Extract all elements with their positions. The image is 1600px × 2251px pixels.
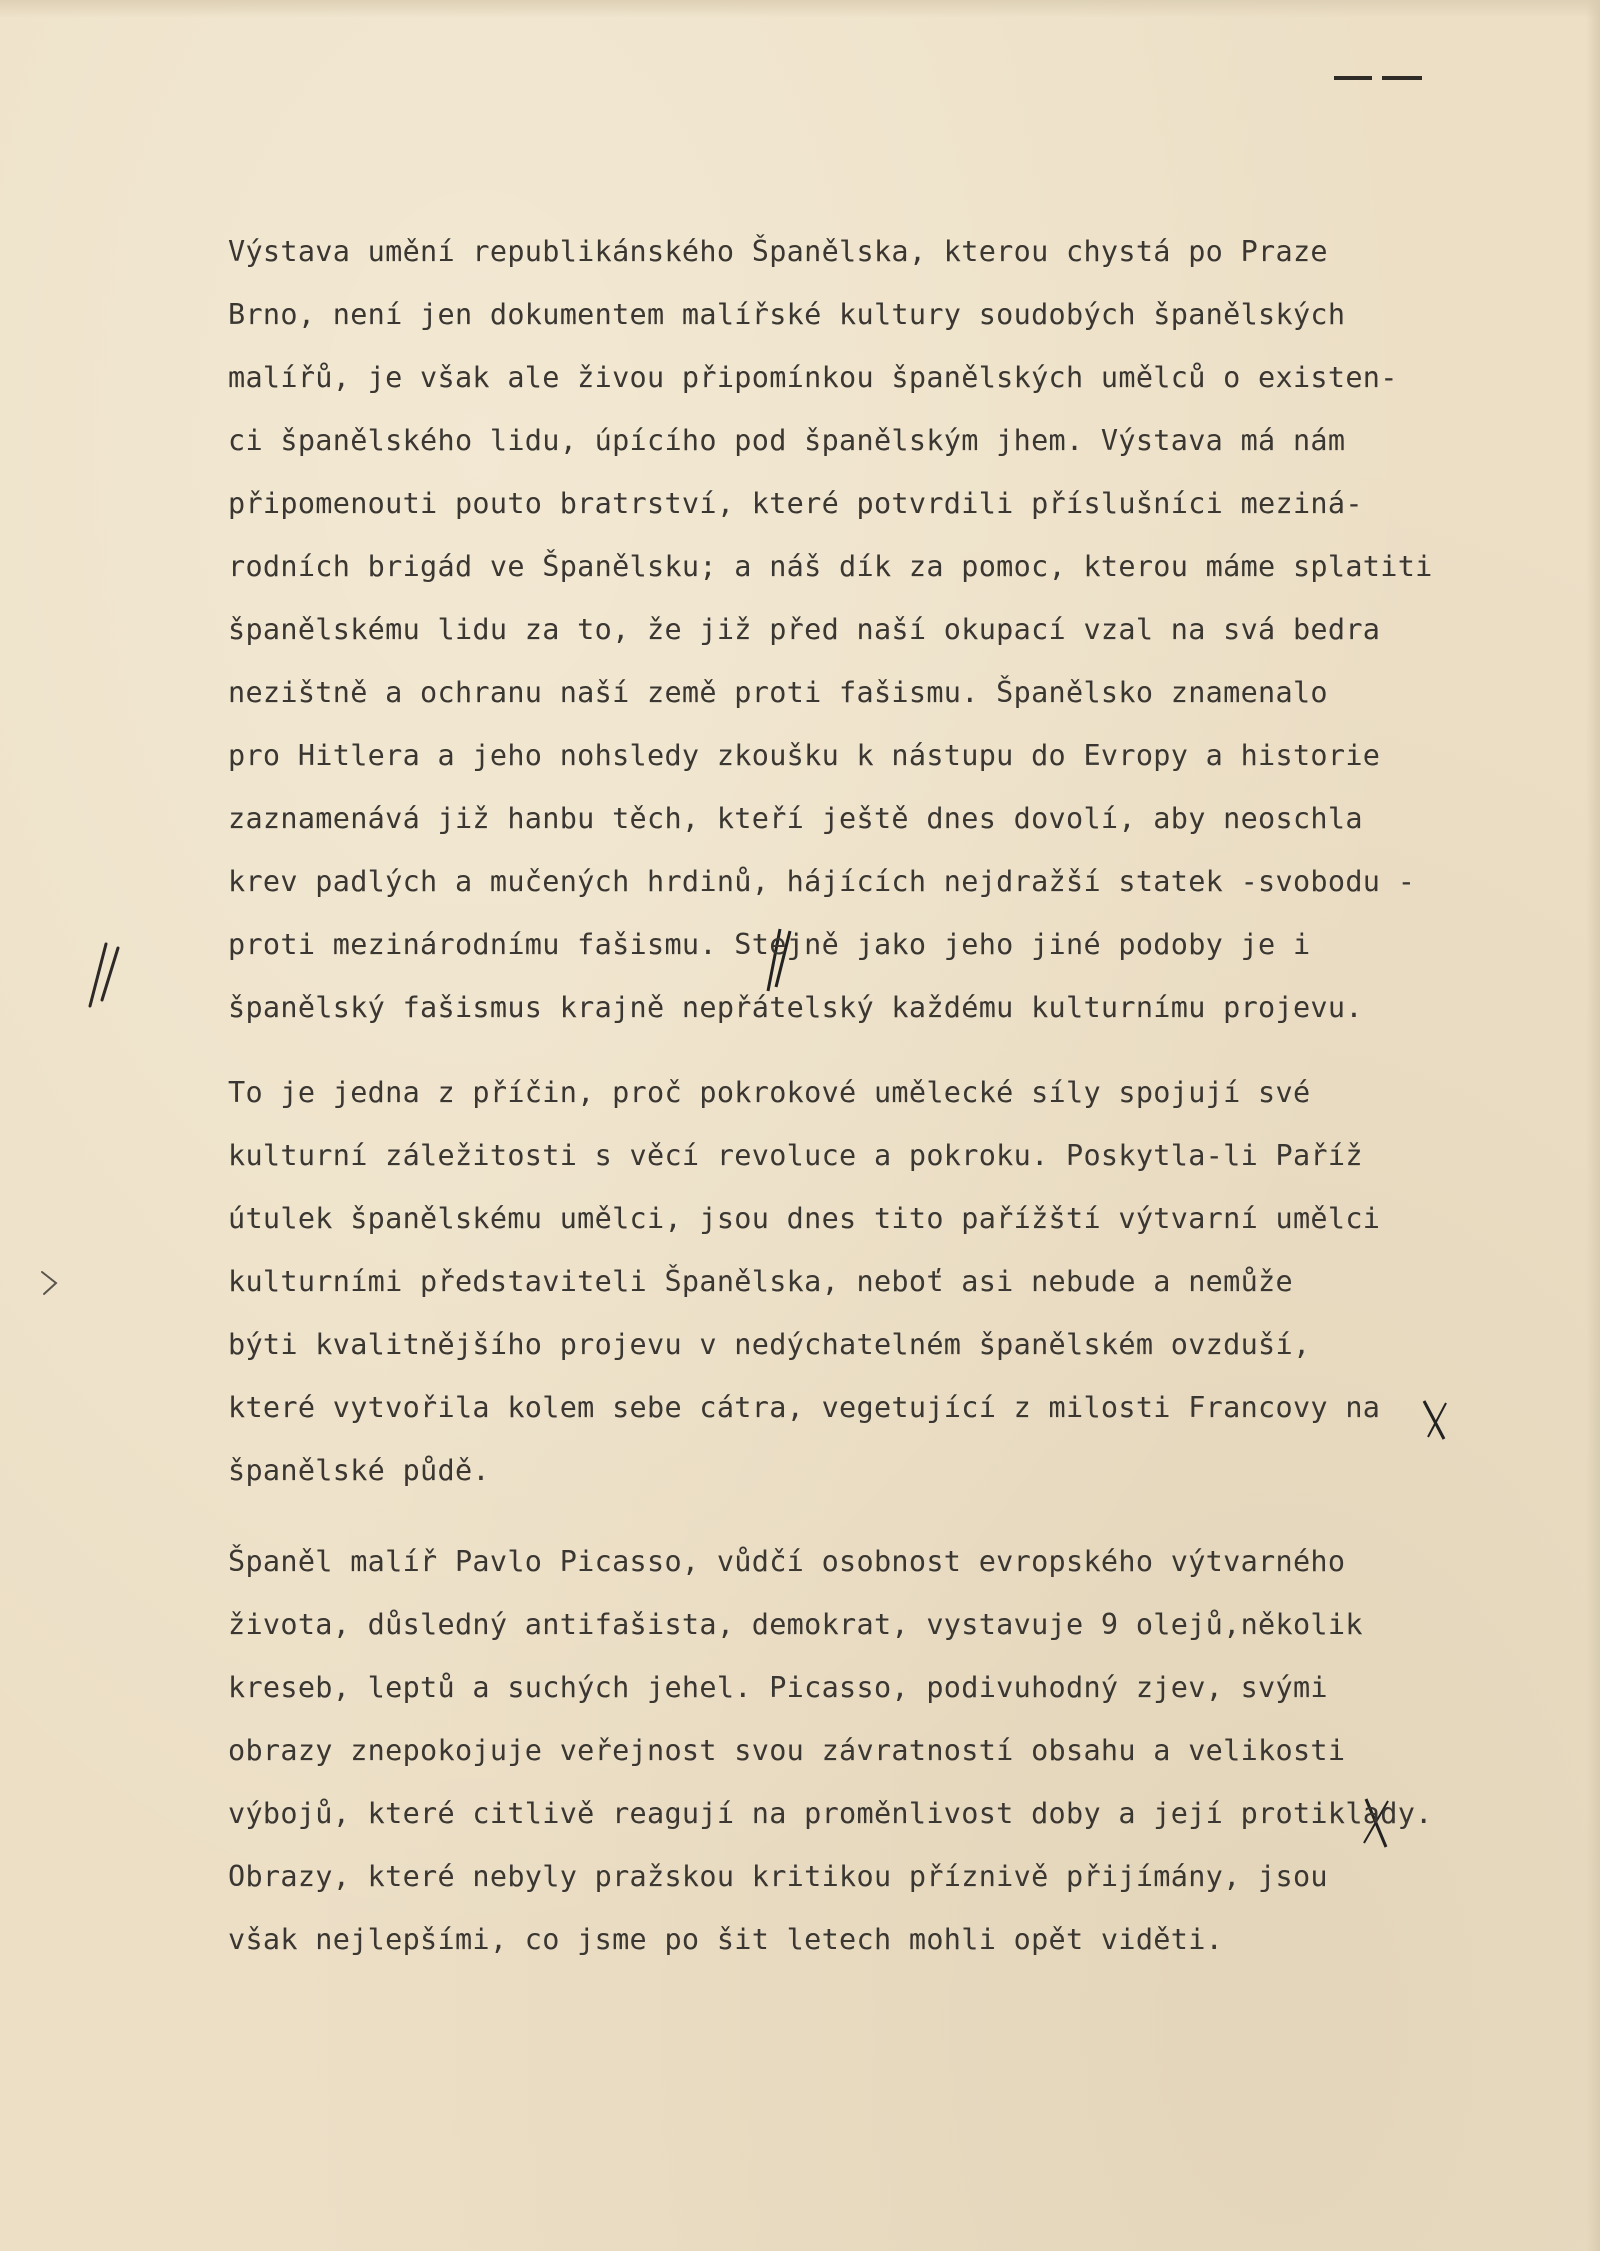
text-line: připomenouti pouto bratrství, které potvrdili příslušníci meziná- [228,487,1363,520]
text-line: které vytvořila kolem sebe cátra, vegetující z milosti Francovy na [228,1391,1381,1424]
text-line: kreseb, leptů a suchých jehel. Picasso, podivuhodný zjev, svými [228,1671,1328,1704]
text-line: však nejlepšími, co jsme po šit letech mohli opět viděti. [228,1923,1224,1956]
page-marker-dashes [1330,62,1434,92]
text-line: Obrazy, které nebyly pražskou kritikou příznivě přijímány, jsou [228,1860,1328,1893]
margin-chevron-mark [38,1268,62,1298]
text-line: nezištně a ochranu naší země proti fašismu. Španělsko znamenalo [228,676,1328,709]
text-line: ci španělského lidu, úpícího pod španělským jhem. Výstava má nám [228,424,1346,457]
text-line: kulturními představiteli Španělska, neboť asi nebude a nemůže [228,1265,1293,1298]
text-line: zaznamenává již hanbu těch, kteří ještě dnes dovolí, aby neoschla [228,802,1363,835]
margin-slash-mark [84,940,124,1010]
text-line: útulek španělskému umělci, jsou dnes tito pařížští výtvarní umělci [228,1202,1381,1235]
text-line: španělské půdě. [228,1454,490,1487]
text-line: života, důsledný antifašista, demokrat, vystavuje 9 olejů,několik [228,1608,1363,1641]
text-line: výbojů, které citlivě reagují na proměnlivost doby a její protiklady. [228,1797,1433,1830]
text-line: Výstava umění republikánského Španělska, kterou chystá po Praze [228,235,1328,268]
paragraph-3 [228,1530,1568,1971]
text-line: španělskému lidu za to, že již před naší okupací vzal na svá bedra [228,613,1381,646]
paper-right-edge [1586,0,1600,2251]
text-line: kulturní záležitosti s věcí revoluce a pokroku. Poskytla-li Paříž [228,1139,1363,1172]
text-line: rodních brigád ve Španělsku; a náš dík za pomoc, kterou máme splatiti [228,550,1433,583]
text-line: Brno, není jen dokumentem malířské kultury soudobých španělských [228,298,1346,331]
text-line: obrazy znepokojuje veřejnost svou závratností obsahu a velikosti [228,1734,1346,1767]
text-line: býti kvalitnějšího projevu v nedýchatelném španělském ovzduší, [228,1328,1311,1361]
paper-top-edge [0,0,1600,18]
text-line: malířů, je však ale živou připomínkou španělských umělců o existen- [228,361,1398,394]
text-line: To je jedna z příčin, proč pokrokové umělecké síly spojují své [228,1076,1311,1109]
text-line: španělský fašismus krajně nepřátelský každému kulturnímu projevu. [228,991,1363,1024]
text-line: pro Hitlera a jeho nohsledy zkoušku k nástupu do Evropy a historie [228,739,1381,772]
paragraph-2 [228,1061,1568,1502]
document-body [228,220,1568,1971]
paragraph-1 [228,220,1568,1039]
text-line: proti mezinárodnímu fašismu. Stejně jako jeho jiné podoby je i [228,928,1311,961]
text-line: krev padlých a mučených hrdinů, hájících nejdražší statek -svobodu - [228,865,1416,898]
text-line: Španěl malíř Pavlo Picasso, vůdčí osobnost evropského výtvarného [228,1545,1346,1578]
